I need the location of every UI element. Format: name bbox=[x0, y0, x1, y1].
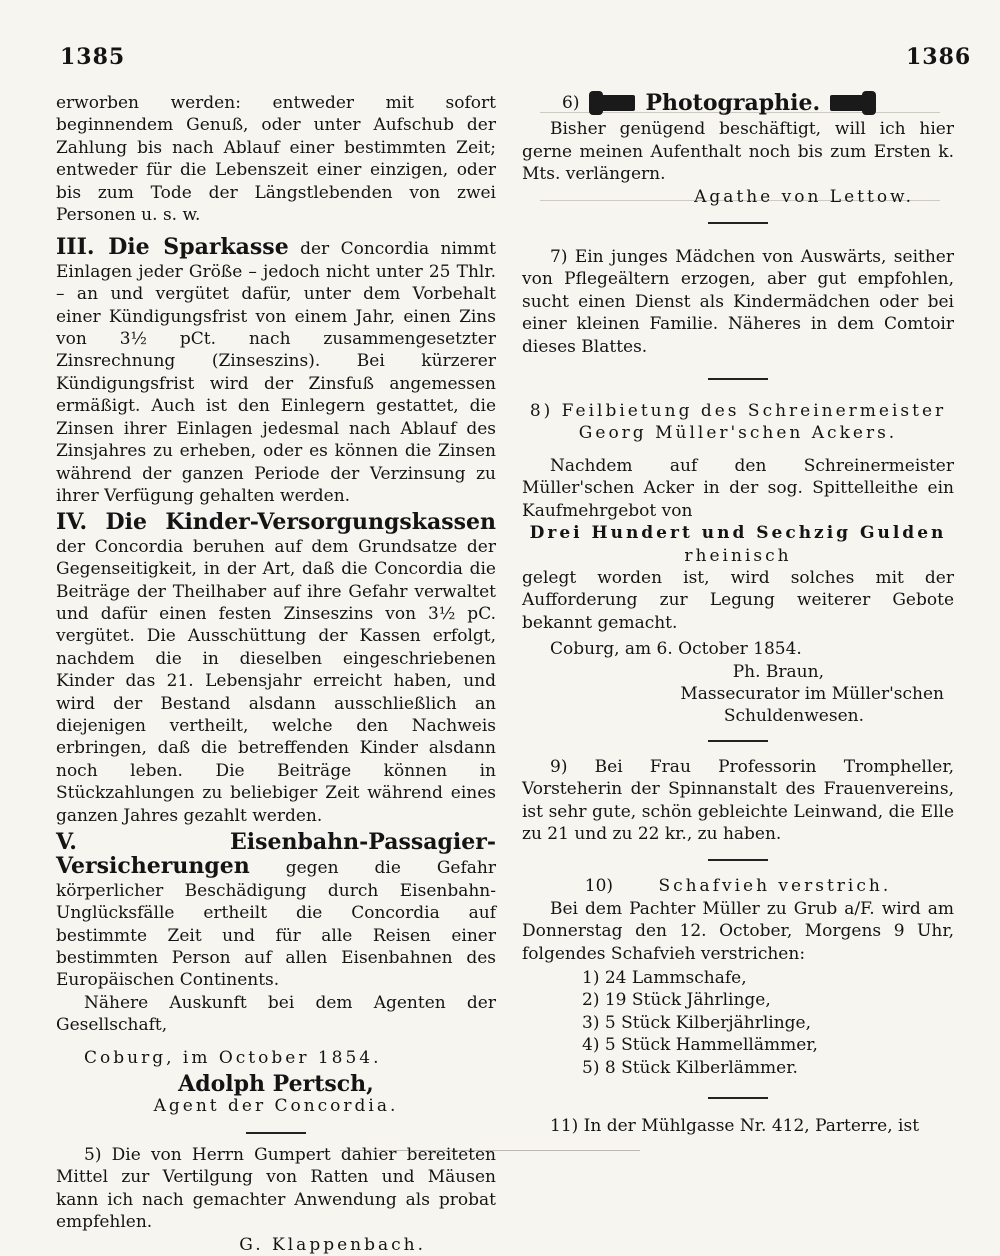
section-sparkasse bbox=[56, 236, 496, 507]
list-item: 3) 5 Stück Kilberjährlinge, bbox=[582, 1012, 812, 1033]
ad-8-text-2: gelegt worden ist, wird solches mit der Aufforderung zur Legung weiterer Gebote bekannt gemacht. bbox=[522, 567, 954, 633]
intro-paragraph: erworben werden: entweder mit sofort beginnendem Genuß, oder unter Aufschub der Zahlung bis nach Ablauf einer bestimmten Zeit; entweder für die Lebenszeit einer einzigen, oder bis zum Tode der Längstlebenden von zwei Personen u. s. w. bbox=[56, 93, 496, 226]
ad-6-number: 6) bbox=[562, 93, 580, 113]
section-text: gegen die Gefahr körperlicher Beschädigung durch Eisenbahn-Unglücksfälle ertheilt die Concordia auf bestimmte Zeit und für alle Reisen einer bestimmten Person auf allen Eisenbahnen des Europäischen Continents. bbox=[56, 858, 496, 991]
section-kinder-versorgung bbox=[56, 511, 496, 827]
right-column bbox=[522, 92, 954, 1137]
ad-8-text: Nachdem auf den Schreinermeister Müller'schen Acker in der sog. Spittelleithe ein Kaufmehrgebot von bbox=[522, 455, 954, 521]
divider bbox=[708, 222, 768, 224]
section-heading: III. Die Sparkasse bbox=[56, 234, 289, 261]
ad-10-text: Bei dem Pachter Müller zu Grub a/F. wird am Donnerstag den 12. October, Morgens 9 Uhr, folgendes Schafvieh verstrichen: bbox=[522, 898, 954, 964]
ad-8-signer-role-1: Massecurator im Müller'schen bbox=[680, 683, 944, 704]
list-item: 5) 8 Stück Kilberlämmer. bbox=[582, 1057, 798, 1078]
list-item: 1) 24 Lammschafe, bbox=[582, 968, 747, 988]
ad-8-amount-2: rheinisch bbox=[684, 545, 792, 566]
place-date: Coburg, im October 1854. bbox=[84, 1047, 382, 1068]
divider bbox=[708, 859, 768, 861]
ad-8-title-2: Georg Müller'schen Ackers. bbox=[578, 423, 898, 444]
divider bbox=[246, 1132, 306, 1134]
ad-10-heading bbox=[522, 875, 954, 897]
ad-10-list bbox=[582, 967, 954, 1079]
section-heading: IV. Die Kinder-Versorgungskassen bbox=[56, 509, 496, 536]
page-number-right: 1386 bbox=[906, 44, 972, 70]
ad-8-title-1: 8) Feilbietung des Schreinermeister bbox=[529, 401, 947, 422]
ad-6-title: Photographie. bbox=[645, 90, 821, 116]
ad-8-signer-name: Ph. Braun, bbox=[732, 661, 824, 682]
ad-10-title: Schafvieh verstrich. bbox=[658, 876, 892, 897]
ad-6-signature: Agathe von Lettow. bbox=[694, 186, 914, 207]
left-column bbox=[56, 92, 496, 1256]
info-line: Nähere Auskunft bei dem Agenten der Gesellschaft, bbox=[56, 992, 496, 1036]
ad-8-amount-1: Drei Hundert und Sechzig Gulden bbox=[529, 523, 947, 544]
page-number-left: 1385 bbox=[60, 44, 126, 70]
pointing-hand-icon bbox=[589, 95, 635, 111]
signer-role: Agent der Concordia. bbox=[153, 1096, 399, 1117]
ad-6-text: Bisher genügend beschäftigt, will ich hier gerne meinen Aufenthalt noch bis zum Ersten k. Mts. verlängern. bbox=[522, 119, 954, 185]
list-item: 4) 5 Stück Hammellämmer, bbox=[582, 1035, 818, 1056]
ad-8-date: Coburg, am 6. October 1854. bbox=[550, 639, 802, 660]
ad-11-text: 11) In der Mühlgasse Nr. 412, Parterre, ist bbox=[550, 1116, 920, 1137]
pointing-hand-icon bbox=[830, 95, 876, 111]
ad-5-signature: G. Klappenbach. bbox=[239, 1234, 426, 1255]
section-text: der Concordia beruhen auf dem Grundsatze der Gegenseitigkeit, in der Art, daß die Concordia die Beiträge der Theilhaber auf ihre Gefahr verwaltet und dafür einen festen Zinseszins von 3½ pC. vergütet. Die Ausschüttung der Kassen erfolgt, nachdem die in dieselben eingeschriebenen Kinder das 21. Lebensjahr erreicht haben, und wird der Bestand alsdann ausschließlich an diejenigen vertheilt, welche den Nachweis erbringen, daß die betreffenden Kinder alsdann noch leben. Die Beiträge können in Stückzahlungen zu beliebiger Zeit während eines ganzen Jahres gezahlt werden. bbox=[56, 536, 496, 826]
ad-8-signer-role-2: Schuldenwesen. bbox=[723, 706, 864, 727]
ad-6-heading bbox=[562, 92, 954, 114]
ad-10-number: 10) bbox=[584, 876, 614, 897]
signer-name: Adolph Pertsch, bbox=[178, 1071, 374, 1098]
ad-9-text: 9) Bei Frau Professorin Trompheller, Vorsteherin der Spinnanstalt des Frauenvereins, ist sehr gute, schön gebleichte Leinwand, die Elle zu 21 und zu 22 kr., zu haben. bbox=[522, 756, 954, 844]
section-text: der Concordia nimmt Einlagen jeder Größe – jedoch nicht unter 25 Thlr. – an und vergütet dafür, unter dem Vorbehalt einer Kündigungsfrist von einem Jahr, einen Zins von 3½ pCt. nach zusammengesetzter Zinsrechnung (Zinseszins). Bei kürzerer Kündigungsfrist wird der Zinsfuß angemessen ermäßigt. Auch ist den Einlegern gestattet, die Zinsen ihrer Einlagen jedesmal nach Ablauf des Zinsjahres zu erheben, oder es können die Zinsen während der ganzen Periode der Verzinsung zu ihrer Verfügung gehalten werden. bbox=[56, 239, 496, 506]
ad-7-text: 7) Ein junges Mädchen von Auswärts, seither von Pflegeältern erzogen, aber gut empfohlen, sucht einen Dienst als Kindermädchen oder bei einer kleinen Familie. Näheres in dem Comtoir dieses Blattes. bbox=[522, 247, 954, 357]
list-item: 2) 19 Stück Jährlinge, bbox=[582, 990, 771, 1011]
section-heading: V. Eisenbahn-Passagier-Versicherungen bbox=[56, 829, 496, 880]
divider bbox=[708, 740, 768, 742]
divider bbox=[708, 1097, 768, 1099]
divider bbox=[708, 378, 768, 380]
section-eisenbahn bbox=[56, 831, 496, 992]
ad-5-text: 5) Die von Herrn Gumpert dahier bereiteten Mittel zur Vertilgung von Ratten und Mäusen kann ich nach gemachter Anwendung als probat empfehlen. bbox=[56, 1144, 496, 1233]
